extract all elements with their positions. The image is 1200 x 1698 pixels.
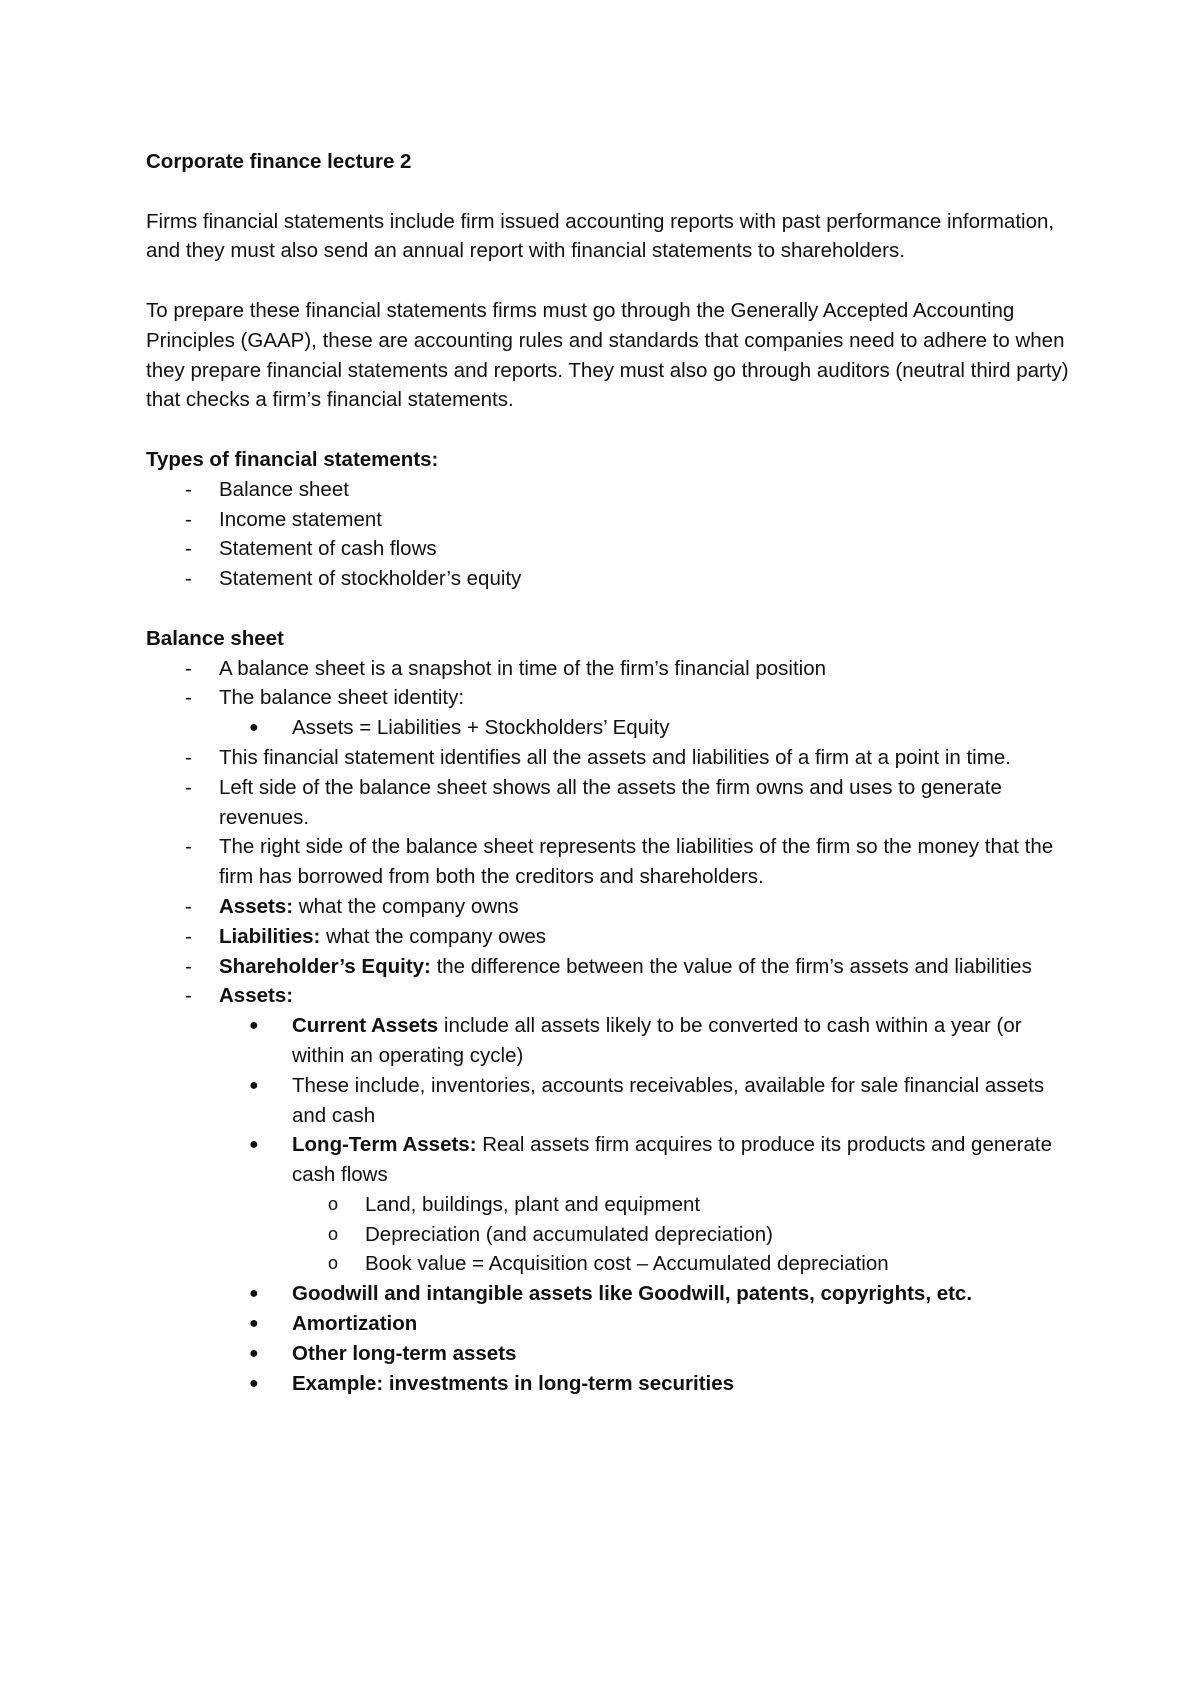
list-item: - A balance sheet is a snapshot in time of the firm’s financial position [146,654,1076,684]
list-item: ● Goodwill and intangible assets like Goodwill, patents, copyrights, etc. [146,1279,1076,1309]
list-item: - Statement of stockholder’s equity [146,564,1076,594]
list-item: o Book value = Acquisition cost – Accumulated depreciation [146,1249,1076,1279]
document-body [146,147,1076,1398]
list-item: - Shareholder’s Equity: the difference between the value of the firm’s assets and liabilities [146,952,1076,982]
list-item: - Statement of cash flows [146,534,1076,564]
dash-marker: - [185,507,192,531]
bullet-marker: ● [249,1374,259,1392]
dash-marker: - [185,567,192,591]
list-item: ● Long-Term Assets: Real assets firm acquires to produce its products and generate cash flows [146,1130,1076,1190]
list-item: - This financial statement identifies all the assets and liabilities of a firm at a point in time. [146,743,1076,773]
intro-paragraph: Firms financial statements include firm issued accounting reports with past performance information, and they must also send an annual report with financial statements to shareholders. [146,209,1055,263]
dash-marker: - [185,835,192,859]
dash-marker: - [185,984,192,1008]
dash-marker: - [185,894,192,918]
bullet-marker: ● [249,1076,259,1094]
dash-marker: - [185,745,192,769]
types-heading: Types of financial statements: [146,447,439,471]
balance-sheet-heading: Balance sheet [146,626,284,650]
balance-sheet-list [146,654,1076,1399]
dash-marker: - [185,924,192,948]
bullet-marker: ● [249,1344,259,1362]
bullet-marker: ● [249,1136,259,1154]
circle-marker: o [328,1193,339,1214]
list-item: - The balance sheet identity: [146,683,1076,713]
circle-marker: o [328,1253,339,1274]
bullet-marker: ● [249,719,259,737]
circle-marker: o [328,1223,339,1244]
document-title: Corporate finance lecture 2 [146,150,412,173]
gaap-paragraph: To prepare these financial statements firms must go through the Generally Accepted Accounting Principles (GAAP), these are accounting rules and standards that companies need to adhere to when they prepare financial statements and reports. They must also go through auditors (neutral third party) that checks a firm’s financial statements. [146,298,1069,412]
dash-marker: - [185,477,192,501]
list-item: ● Amortization [146,1309,1076,1339]
list-item: - Liabilities: what the company owes [146,922,1076,952]
bullet-marker: ● [249,1017,259,1035]
list-item: o Land, buildings, plant and equipment [146,1190,1076,1220]
dash-marker: - [185,954,192,978]
list-item: - Assets: [146,981,1076,1011]
list-item: - Left side of the balance sheet shows all the assets the firm owns and uses to generate revenues. [146,773,1076,833]
list-item: - Assets: what the company owns [146,892,1076,922]
dash-marker: - [185,537,192,561]
list-item: ● These include, inventories, accounts receivables, available for sale financial assets and cash [146,1071,1076,1131]
list-item: ● Assets = Liabilities + Stockholders’ Equity [146,713,1076,743]
dash-marker: - [185,775,192,799]
dash-marker: - [185,656,192,680]
list-item: ● Other long-term assets [146,1339,1076,1369]
bullet-marker: ● [249,1315,259,1333]
list-item: - Income statement [146,505,1076,535]
list-item: ● Example: investments in long-term securities [146,1369,1076,1399]
list-item: - Balance sheet [146,475,1076,505]
list-item: o Depreciation (and accumulated depreciation) [146,1220,1076,1250]
dash-marker: - [185,686,192,710]
list-item: - The right side of the balance sheet represents the liabilities of the firm so the money that the firm has borrowed from both the creditors and shareholders. [146,832,1076,892]
bullet-marker: ● [249,1285,259,1303]
list-item: ● Current Assets include all assets likely to be converted to cash within a year (or within an operating cycle) [146,1011,1076,1071]
types-list [146,475,1076,594]
